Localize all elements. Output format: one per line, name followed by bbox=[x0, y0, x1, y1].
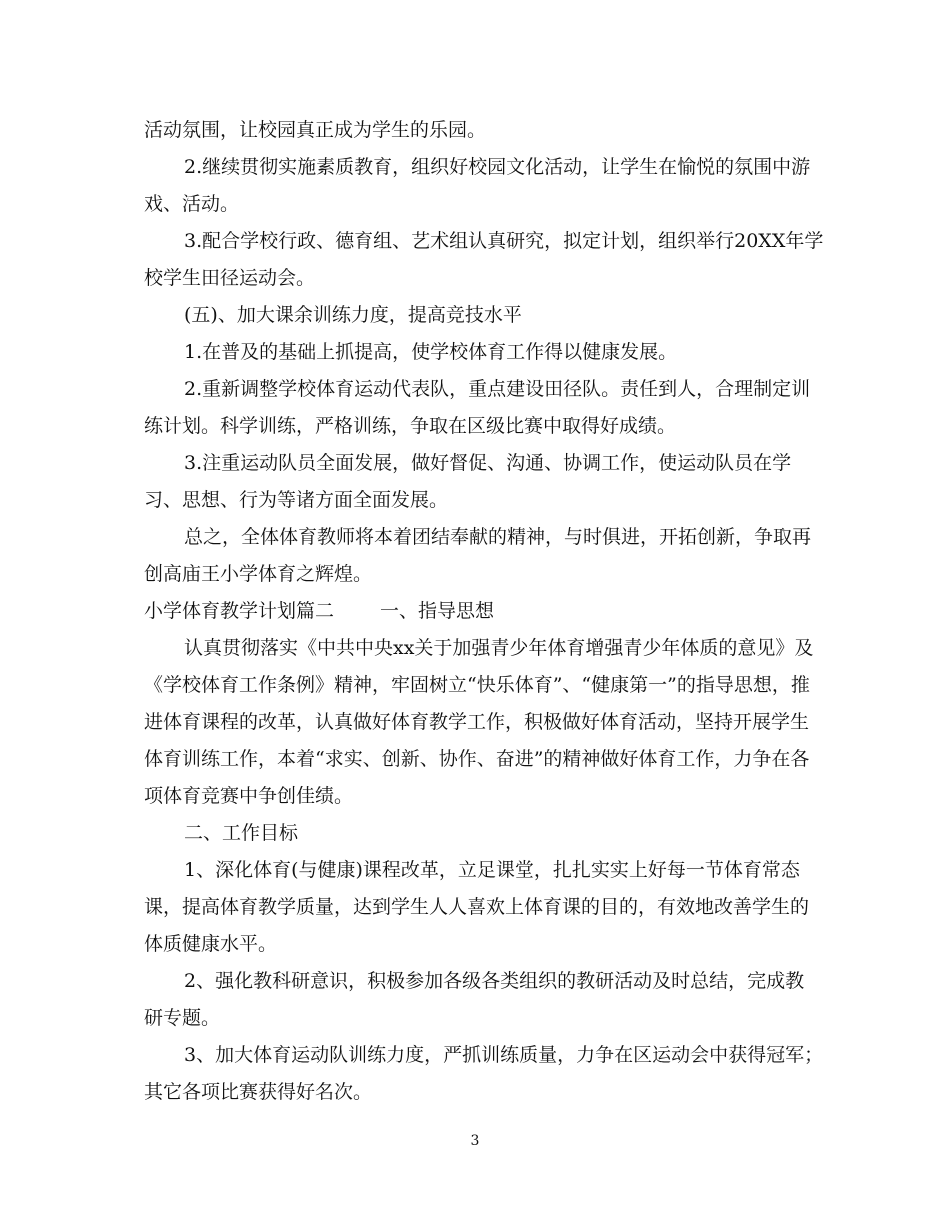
text-line: 体育训练工作，本着“求实、创新、协作、奋进”的精神做好体育工作，力争在各 bbox=[144, 748, 810, 770]
text-line: 校学生田径运动会。 bbox=[144, 267, 316, 289]
text-line: 2.继续贯彻实施素质教育，组织好校园文化活动，让学生在愉悦的氛围中游 bbox=[184, 156, 811, 178]
paragraph bbox=[144, 149, 811, 223]
text-line: 创高庙王小学体育之辉煌。 bbox=[144, 563, 373, 585]
text-line: 其它各项比赛获得好名次。 bbox=[144, 1081, 373, 1103]
title-line bbox=[144, 593, 804, 630]
text-line: 项体育竞赛中争创佳绩。 bbox=[144, 785, 354, 807]
paragraph bbox=[144, 112, 804, 149]
paragraph bbox=[144, 630, 814, 815]
text-line: 习、思想、行为等诸方面全面发展。 bbox=[144, 489, 449, 511]
text-line: 进体育课程的改革，认真做好体育教学工作，积极做好体育活动，坚持开展学生 bbox=[144, 711, 810, 733]
paragraph bbox=[144, 1037, 824, 1111]
text-line: 戏、活动。 bbox=[144, 193, 240, 215]
text-line: 总之，全体体育教师将本着团结奉献的精神，与时俱进，开拓创新，争取再 bbox=[184, 526, 812, 548]
paragraph bbox=[144, 371, 811, 445]
text-line: 体质健康水平。 bbox=[144, 933, 278, 955]
text-line: 1、深化体育(与健康)课程改革，立足课堂，扎扎实实上好每一节体育常态 bbox=[184, 859, 800, 881]
paragraph bbox=[144, 519, 812, 593]
text-line: 认真贯彻落实《中共中央xx关于加强青少年体育增强青少年体质的意见》及 bbox=[184, 637, 814, 659]
section-title bbox=[144, 593, 804, 630]
text-line: 课，提高体育教学质量，达到学生人人喜欢上体育课的目的，有效地改善学生的 bbox=[144, 896, 810, 918]
section-heading: 一、指导思想 bbox=[380, 600, 495, 622]
text-line: 1.在普及的基础上抓提高，使学校体育工作得以健康发展。 bbox=[184, 341, 678, 363]
text-line: 二、工作目标 bbox=[184, 822, 299, 844]
paragraph bbox=[144, 445, 804, 519]
text-line: 3、加大体育运动队训练力度，严抓训练质量，力争在区运动会中获得冠军； bbox=[184, 1044, 824, 1066]
article-title: 小学体育教学计划篇二 bbox=[144, 600, 335, 622]
text-line: 活动氛围，让校园真正成为学生的乐园。 bbox=[144, 119, 487, 141]
page-number: 3 bbox=[470, 1133, 480, 1149]
text-line: 3.配合学校行政、德育组、艺术组认真研究，拟定计划，组织举行20XX年学 bbox=[184, 230, 824, 252]
section-heading bbox=[144, 815, 804, 852]
text-line: (五)、加大课余训练力度，提高竞技水平 bbox=[184, 304, 522, 326]
section-heading bbox=[144, 297, 804, 334]
text-line: 研专题。 bbox=[144, 1007, 221, 1029]
text-line: 《学校体育工作条例》精神，牢固树立“快乐体育”、“健康第一”的指导思想，推 bbox=[144, 674, 810, 696]
text-line: 2、强化教科研意识，积极参加各级各类组织的教研活动及时总结，完成教 bbox=[184, 970, 805, 992]
paragraph bbox=[144, 852, 810, 963]
paragraph bbox=[144, 963, 804, 1037]
text-line: 2.重新调整学校体育运动代表队，重点建设田径队。责任到人，合理制定训 bbox=[184, 378, 811, 400]
paragraph bbox=[144, 334, 804, 371]
text-line: 3.注重运动队员全面发展，做好督促、沟通、协调工作，使运动队员在学 bbox=[184, 452, 792, 474]
text-line: 练计划。科学训练，严格训练，争取在区级比赛中取得好成绩。 bbox=[144, 415, 677, 437]
paragraph bbox=[144, 223, 824, 297]
